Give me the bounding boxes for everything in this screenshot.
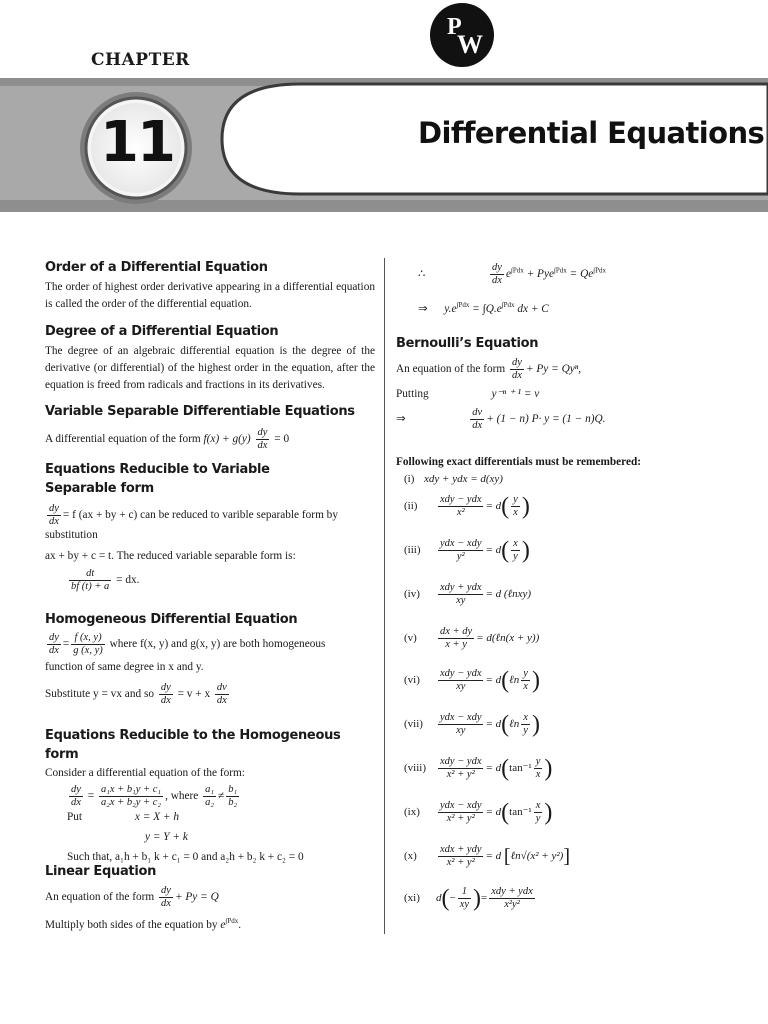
bernoulli-form-rhs: + Py = Qyⁿ, — [525, 363, 582, 376]
list-item: (x) $\frac{\text{xdx + ydy}}{\text{x² + y²}}$ = d [ℓn√(x² + y²)] — [404, 844, 570, 868]
linear-text: An equation of the form — [45, 891, 155, 904]
exact-heading: Following exact differentials must be remembered: — [396, 456, 642, 468]
homogeneous-substitute-rhs: = v + x — [177, 688, 211, 701]
implies-symbol: ⇒ — [418, 302, 428, 315]
pw-logo-icon — [430, 3, 494, 67]
reducible-homog-heading: Equations Reducible to the Homogeneous form — [45, 728, 341, 762]
reducible-sub-line: ax + by + c = t. The reduced variable separable form is: — [45, 550, 296, 562]
e-exponent: ∫Pdx — [456, 301, 470, 309]
bernoulli-form-line — [396, 357, 726, 382]
chapter-title: Differential Equations — [418, 116, 765, 150]
reducible-form-line — [45, 568, 375, 593]
section-order — [45, 258, 375, 313]
homogeneous-heading: Homogeneous Differential Equation — [45, 612, 298, 627]
integrating-factor-exp: ∫Pdx — [225, 917, 239, 925]
order-heading: Order of a Differential Equation — [45, 260, 268, 275]
section-exact-differentials — [396, 454, 726, 471]
dy-dx-fraction: $\frac{dy}{dx}$ — [49, 503, 59, 527]
putting-eq: y⁻ⁿ ⁺ ¹ = v — [491, 388, 540, 400]
separable-heading: Variable Separable Differentiable Equations — [45, 404, 355, 419]
e-exponent: ∫Pdx — [553, 266, 567, 275]
section-degree — [45, 322, 375, 394]
chapter-label: CHAPTER — [91, 50, 190, 70]
ye-term: y.e — [444, 302, 457, 315]
put-label: Put — [67, 811, 83, 823]
dy-dx-fraction: $\frac{dy}{dx}$ — [512, 357, 522, 381]
list-item: (v) $\frac{dx + dy}{x + y}$ = d(ℓn(x + y)) — [404, 626, 540, 650]
separable-lhs: f(x) + g(y) — [203, 433, 251, 446]
b-ratio-fraction: $\frac{\text{b₁}}{\text{b₂}}$ — [228, 784, 238, 808]
linear-heading: Linear Equation — [45, 864, 157, 879]
such-that-line: Such that, a₁h + b₁ k + c₁ = 0 and a₂h + b₂ k + c₂ = 0 — [67, 851, 304, 863]
reducible-homog-where: , where — [165, 790, 199, 803]
separable-text: A differential equation of the form — [45, 433, 201, 446]
x-substitution: x = X + h — [134, 811, 180, 823]
homogeneous-substitute: Substitute y = vx and so — [45, 688, 154, 701]
list-item: (iv) $\frac{\text{xdy + ydx}}{xy}$ = d (ℓnxy) — [404, 582, 532, 606]
multiply-line: Multiply both sides of the equation by $e^{\int Pdx}$. — [45, 917, 242, 931]
logo-letter-w: W — [457, 30, 483, 59]
bernoulli-result-line — [396, 407, 726, 432]
put-line — [45, 809, 375, 826]
homogeneous-eq-line: $\frac{dy}{dx}$ = $\frac{f (x, y)}{g (x, y)}$ where f(x, y) and g(x, y) are both homogeneous — [49, 632, 326, 656]
section-bernoulli — [396, 334, 726, 432]
homogeneous-line2: function of same degree in x and y. — [45, 661, 204, 673]
integral-term: = ∫Q.e — [472, 302, 502, 315]
degree-text: The degree of an algebraic differential equation is the degree of the derivative (or differential) of the highest order in the equation, after the equation is freed from radicals and fractions in its derivatives. — [45, 345, 375, 391]
homogeneous-where: where f(x, y) and g(x, y) are both homogeneous — [109, 638, 326, 651]
section-linear — [45, 862, 375, 934]
section-reducible-homogeneous — [45, 726, 375, 866]
reducible-homog-eq: $\frac{dy}{dx}$ = $\frac{\text{a₁x + b₁y + c₁}}{\text{a₂x + b₂y + c₂}}$ , where $\frac{\text{a₁}}{\text{a₂}}$ ≠ $\frac{\text{b₁}}{\text{b₂}}$ — [71, 784, 238, 808]
linear-cont-line2 — [396, 297, 726, 318]
e-exponent: ∫Pdx — [510, 266, 524, 275]
linear-continuation — [396, 262, 726, 318]
order-text: The order of highest order derivative appearing in a differential equation is called the order of the differential equation. — [45, 281, 375, 310]
section-homogeneous — [45, 610, 375, 707]
linear-form-rhs: + Py = Q — [174, 891, 219, 904]
multiply-text: Multiply both sides of the equation by — [45, 918, 218, 931]
dv-dx-fraction: $\frac{dv}{dx}$ — [472, 407, 483, 431]
list-item: (xi) d(− $\frac{1}{xy}$ )= $\frac{\text{xdy + ydx}}{\text{x²y²}}$ — [404, 885, 533, 912]
list-item: (vi) $\frac{\text{xdy − ydx}}{xy}$ = d(ℓn $\frac{y}{x}$ ) — [404, 667, 540, 694]
separable-rhs: = 0 — [274, 433, 290, 446]
dy-dx-fraction: $\frac{dy}{dx}$ — [492, 262, 502, 286]
exact-list — [396, 472, 726, 912]
dy-dx-fraction: $\frac{dy}{dx}$ — [257, 427, 268, 451]
e-base: e — [505, 268, 511, 281]
dy-dx-fraction: $\frac{dy}{dx}$ — [161, 885, 171, 909]
dy-dx-fraction: $\frac{dy}{dx}$ — [71, 784, 81, 808]
a-ratio-fraction: $\frac{\text{a₁}}{\text{a₂}}$ — [205, 784, 215, 808]
f-over-g-fraction: $\frac{f (x, y)}{g (x, y)}$ — [73, 632, 103, 656]
reducible-eq-line — [45, 503, 375, 528]
reducible-substitution: substitution — [45, 529, 98, 541]
section-separable — [45, 402, 375, 452]
logo-letter-p: P — [447, 14, 462, 40]
dy-dx-fraction: $\frac{dy}{dx}$ — [160, 682, 171, 706]
reducible-heading-1: Equations Reducible to Variable — [45, 462, 270, 477]
list-item: (vii) $\frac{\text{ydx − xdy}}{xy}$ = d(ℓn $\frac{x}{y}$ ) — [404, 711, 540, 738]
therefore-symbol: ∴ — [418, 268, 426, 281]
bernoulli-text: An equation of the form — [396, 363, 506, 376]
linear-form-line — [45, 885, 375, 910]
reducible-form-rhs: = dx. — [116, 574, 140, 587]
dy-dx-fraction: $\frac{dy}{dx}$ — [49, 632, 59, 656]
column-divider — [384, 258, 385, 934]
list-item: (i) xdy + ydx = d(xy) — [404, 473, 503, 485]
section-reducible — [45, 460, 375, 593]
linear-cont-eq: = Qe — [569, 268, 594, 281]
putting-label: Putting — [396, 388, 429, 400]
reducible-homog-intro: Consider a differential equation of the form: — [45, 767, 245, 779]
linear-cont-line1 — [396, 262, 726, 287]
y-sub-line — [45, 829, 375, 846]
dv-dx-fraction: $\frac{dv}{dx}$ — [216, 682, 227, 706]
integral-end: dx + C — [517, 302, 549, 315]
e-exponent: ∫Pdx — [593, 266, 607, 275]
list-item: (ii) $\frac{\text{xdy − ydx}}{\text{x²}}$ = d( $\frac{y}{x}$ ) — [404, 493, 530, 520]
separable-formula-line — [45, 427, 375, 452]
implies-symbol: ⇒ — [396, 413, 406, 426]
list-item: (iii) $\frac{\text{ydx − xdy}}{\text{y²}}$ = d( $\frac{x}{y}$ ) — [404, 537, 530, 564]
homogeneous-substitute-line — [45, 682, 375, 707]
bernoulli-heading: Bernoulli’s Equation — [396, 336, 539, 351]
y-substitution: y = Y + k — [145, 831, 188, 843]
degree-heading: Degree of a Differential Equation — [45, 324, 279, 339]
list-item: (viii) $\frac{\text{xdy − ydx}}{\text{x² + y²}}$ = d(tan⁻¹ $\frac{y}{x}$ ) — [404, 755, 553, 782]
putting-line — [396, 386, 726, 403]
e-exponent: ∫Pdx — [501, 301, 515, 309]
coefficient-fraction: $\frac{\text{a₁x + b₁y + c₁}}{\text{a₂x + b₂y + c₂}}$ — [100, 784, 162, 808]
list-item: (ix) $\frac{\text{ydx − xdy}}{\text{x² + y²}}$ = d(tan⁻¹ $\frac{x}{y}$ ) — [404, 799, 553, 826]
chapter-number: 11 — [100, 110, 174, 175]
reducible-heading-2: Separable form — [45, 481, 154, 496]
not-equal-sign: ≠ — [218, 790, 225, 803]
linear-cont-mid: + Pye — [526, 268, 554, 281]
dt-fraction: $\frac{dt}{bf (t) + a}$ — [71, 568, 110, 592]
bernoulli-result: + (1 − n) P· y = (1 − n)Q. — [486, 413, 606, 426]
reducible-eq-text: = f (ax + by + c) can be reduced to varible separable form by — [62, 509, 338, 522]
integrating-factor-base: e — [220, 918, 226, 931]
